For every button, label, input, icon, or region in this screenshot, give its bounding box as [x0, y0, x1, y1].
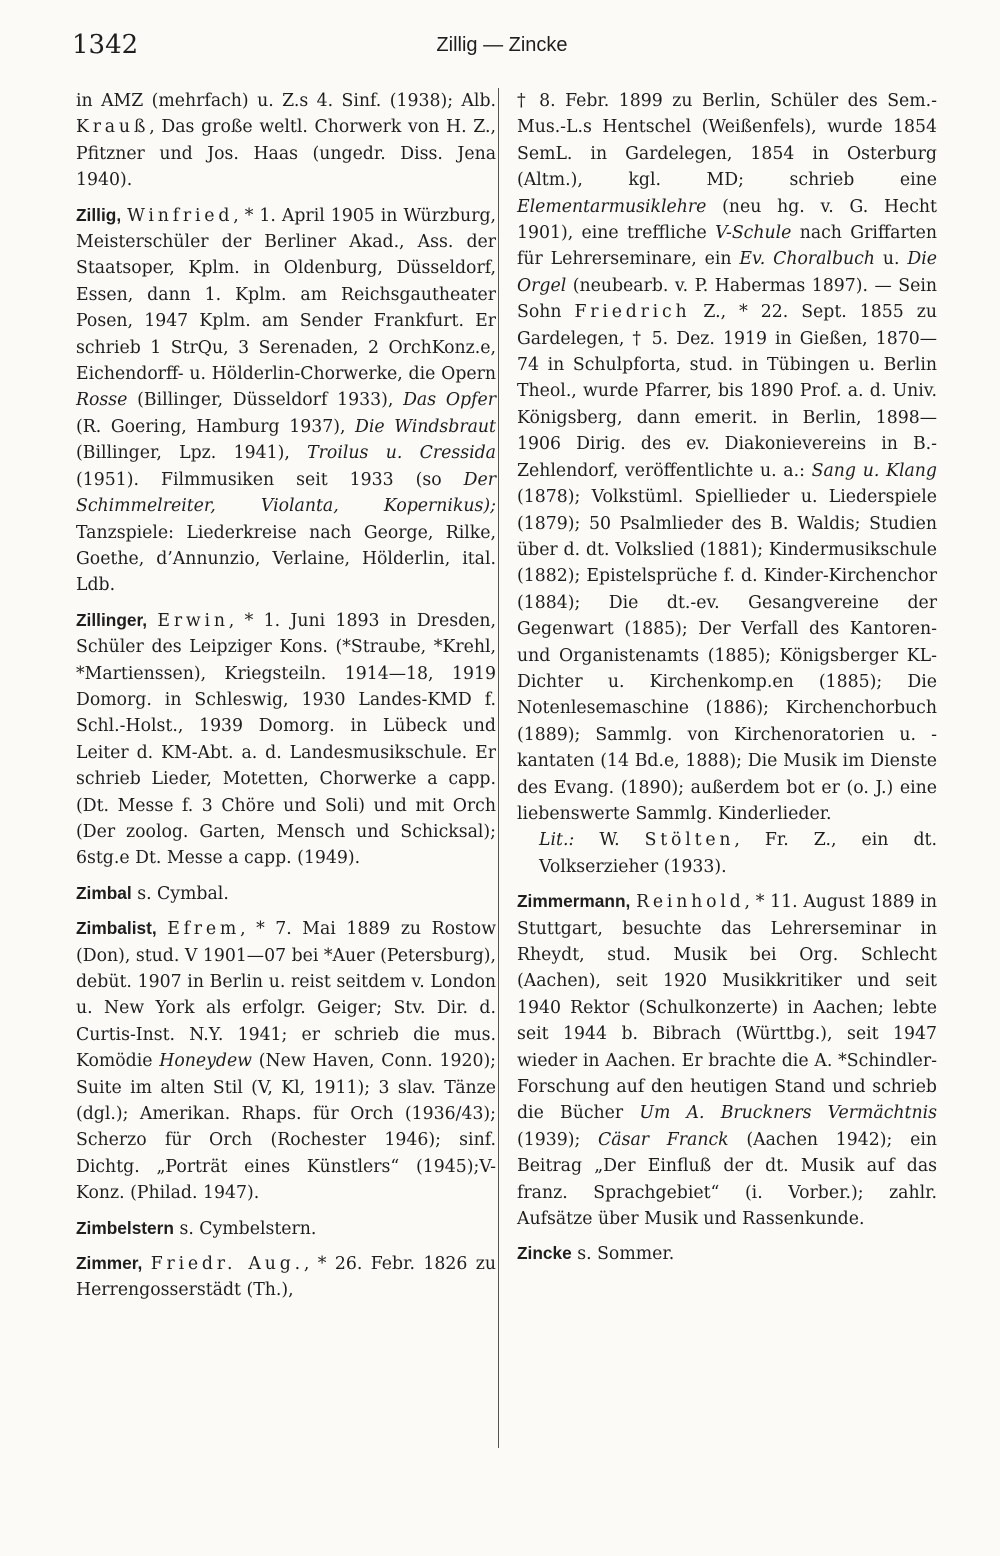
entry-text: (1939); — [517, 1129, 599, 1150]
headword: Zillinger, — [76, 609, 148, 630]
entry-text: s. Sommer. — [571, 1244, 675, 1265]
work-title: Die Orgel — [517, 249, 937, 296]
work-title: Ev. Choralbuch — [739, 249, 875, 270]
entry-zillinger — [76, 607, 496, 872]
work-title: Die Windsbraut — [355, 416, 496, 437]
entry-text: (R. Goering, Hamburg 1937), — [76, 416, 356, 437]
entry-text: (New Haven, Conn. 1920); Suite im alten Stil (V, Kl, 1911); 3 slav. Tänze (dgl.); Amerikan. Rhaps. für Orch (1936/43); Scherzo für Orch (Rochester 1946); sinf. Dichtg. „Porträt eines Künstlers“ (1945);V-Konz. (Philad. 1947). — [76, 1051, 497, 1204]
given-name: Efrem — [167, 919, 241, 940]
entry-zimbal — [76, 880, 496, 907]
entry-zincke — [517, 1240, 937, 1267]
work-title: Honeydew — [159, 1051, 252, 1072]
entry-text: s. Cymbal. — [131, 883, 229, 904]
page-number: 1342 — [72, 30, 139, 60]
entry-text: (neubearb. v. P. Habermas 1897). — Sein Sohn — [517, 275, 937, 323]
entry-text: † 8. Febr. 1899 zu Berlin, Schüler des Sem.-Mus.-L.s Hentschel (Weißenfels), wurde 1854 SemL. in Gardelegen, 1854 in Osterburg (Altm.), kgl. MD; schrieb eine — [517, 91, 937, 191]
entry-text: W. — [574, 830, 645, 851]
given-name: Erwin — [157, 610, 229, 631]
entry-text: , * 11. August 1889 in Stuttgart, besuchte das Lehrerseminar in Rheydt, stud. Musik bei Org. Schlecht (Aachen), seit 1920 Musikkritiker und seit 1940 Rektor (Schulkonzerte) in Aachen; lebte seit 1944 b. Bibrach (Württbg.), seit 1947 wieder in Aachen. Er brachte die A. *Schindler-Forschung auf den heutigen Stand und schrieb die Bücher — [517, 892, 937, 1124]
entry-zimmer-continued — [517, 88, 937, 880]
headword: Zincke — [517, 1243, 572, 1264]
work-title: Um A. Bruckners Vermächtnis — [639, 1103, 938, 1124]
entry-text: , * 1. April 1905 in Würzburg, Meisterschüler der Berliner Akad., Ass. der Staatsoper, Kplm. in Oldenburg, Düsseldorf, Essen, dann 1. Kplm. am Reichsgautheater Posen, 1947 Kplm. am Sender Frankfurt. Er schrieb 1 StrQu, 3 Serenaden, 2 OrchKonz.e, Eichendorff- u. Hölderlin-Chorwerke, die Opern — [76, 205, 497, 385]
entry-zimbelstern — [76, 1215, 496, 1242]
entry-text: (neu hg. v. G. Hecht 1901), eine treffliche — [517, 196, 937, 244]
given-name: Reinhold — [636, 892, 745, 913]
entry-zimmermann — [517, 888, 937, 1232]
work-title: V-Schule — [715, 223, 792, 244]
spaced-name: Krauß — [76, 117, 150, 138]
spaced-name: Stölten — [644, 830, 735, 851]
work-title: Das Opfer — [403, 390, 496, 411]
entry-text: (1951). Filmmusiken seit 1933 (so — [76, 469, 464, 490]
work-title: Rosse — [76, 390, 128, 411]
entry-text: Tanzspiele: Liederkreise nach George, Rilke, Goethe, d’Annunzio, Verlaine, Hölderlin, ital. Ldb. — [76, 522, 496, 596]
spaced-name: Friedrich — [574, 302, 691, 323]
entry-text: (1878); Volkstüml. Spiellieder u. Liederspiele (1879); 50 Psalmlieder des B. Waldis; Studien über d. dt. Volkslied (1881); Kindermusikschule (1882); Epistelsprüche f. d. Kinder-Kirchenchor (1884); Die dt.-ev. Gesangvereine der Gegenwart (1885); Der Verfall des Kantoren- und Organistenamts (1885); Königsberger KL-Dichter u. Kirchenkomp.en (1885); Die Notenlesemaschine (1886); Kirchenchorbuch (1889); Sammlg. von Kirchenoratorien u. -kantaten (14 Bd.e, 1888); Die Musik im Dienste des Evang. (1890); außerdem bot er (o. J.) eine liebenswerte Sammlg. Kinderlieder. — [517, 487, 937, 824]
given-name: Friedr. Aug. — [150, 1254, 304, 1275]
right-column — [517, 88, 937, 1276]
work-title: Sang u. Klang — [811, 460, 937, 481]
entry-text: , * 7. Mai 1889 zu Rostow (Don), stud. V 1901—07 bei *Auer (Petersburg), debüt. 1907 in Berlin u. reist seitdem v. London u. New York als erfolgr. Geiger; Stv. Dir. d. Curtis-Inst. N.Y. 1941; er schrieb die mus. Komödie — [76, 919, 496, 1072]
running-head: Zillig — Zincke — [436, 34, 568, 56]
work-title: Cäsar Franck — [598, 1129, 729, 1150]
headword: Zimbelstern — [76, 1217, 174, 1238]
entry-text: , * 1. Juni 1893 in Dresden, Schüler des Leipziger Kons. (*Straube, *Krehl, *Martienssen), Kriegsteiln. 1914—18, 1919 Domorg. in Schleswig, 1930 Landes-KMD f. Schl.-Holst., 1939 Domorg. in Lübeck und Leiter d. KM-Abt. a. d. Landesmusikschule. Er schrieb Lieder, Motetten, Chorwerke a capp. (Dt. Messe f. 3 Chöre und Soli) und mit Orch (Der zoolog. Garten, Mensch und Schicksal); 6stg.e Dt. Messe a capp. (1949). — [76, 610, 496, 869]
entry-text: , Fr. Z., ein dt. Volkserzieher (1933). — [539, 830, 937, 877]
entry-continuation — [76, 88, 496, 194]
entry-text: (Billinger, Lpz. 1941), — [76, 443, 308, 464]
literature-note — [517, 827, 937, 880]
entry-text: , Das große weltl. Chorwerk von H. Z., Pfitzner und Jos. Haas (ungedr. Diss. Jena 1940). — [76, 117, 496, 191]
entry-text: Z., * 22. Sept. 1855 zu Gardelegen, † 5. Dez. 1919 in Gießen, 1870—74 in Schulpforta, stud. in Tübingen u. Berlin Theol., wurde Pfarrer, bis 1890 Prof. a. d. Univ. Königsberg, dann emerit. in Berlin, 1898—1906 Dirig. des ev. Diakonievereins in B.-Zehlendorf, veröffentlichte u. a.: — [517, 302, 937, 481]
entry-zimbalist — [76, 915, 496, 1206]
entry-zimmer — [76, 1250, 496, 1304]
headword: Zimbalist, — [76, 918, 157, 939]
lit-label: Lit.: — [539, 830, 575, 851]
left-column — [76, 88, 496, 1312]
entry-zillig — [76, 202, 496, 599]
work-title: Elementarmusiklehre — [517, 196, 707, 217]
work-title: Der Schimmelreiter, Violanta, Kopernikus); — [76, 469, 496, 517]
page-header — [72, 30, 932, 70]
headword: Zillig, — [76, 204, 122, 225]
headword: Zimbal — [76, 882, 132, 903]
headword: Zimmer, — [76, 1253, 143, 1274]
work-title: Troilus u. Cressida — [307, 443, 496, 464]
entry-text: in AMZ (mehrfach) u. Z.s 4. Sinf. (1938); Alb. — [76, 91, 496, 111]
entry-text: nach Griffarten für Lehrerseminare, ein — [517, 223, 938, 270]
entry-text: (Aachen 1942); ein Beitrag „Der Einfluß der dt. Musik auf das franz. Sprachgebiet“ (i. Vorber.); zahlr. Aufsätze über Musik und Rassenkunde. — [517, 1129, 937, 1230]
column-divider — [498, 88, 499, 1448]
entry-text: , * 26. Febr. 1826 zu Herrengosserstädt (Th.), — [76, 1254, 496, 1301]
entry-text: s. Cymbelstern. — [173, 1218, 317, 1239]
given-name: Winfried — [127, 205, 234, 226]
entry-text: (Billinger, Düsseldorf 1933), — [127, 390, 404, 411]
headword: Zimmermann, — [517, 891, 631, 912]
entry-text: u. — [874, 249, 908, 270]
